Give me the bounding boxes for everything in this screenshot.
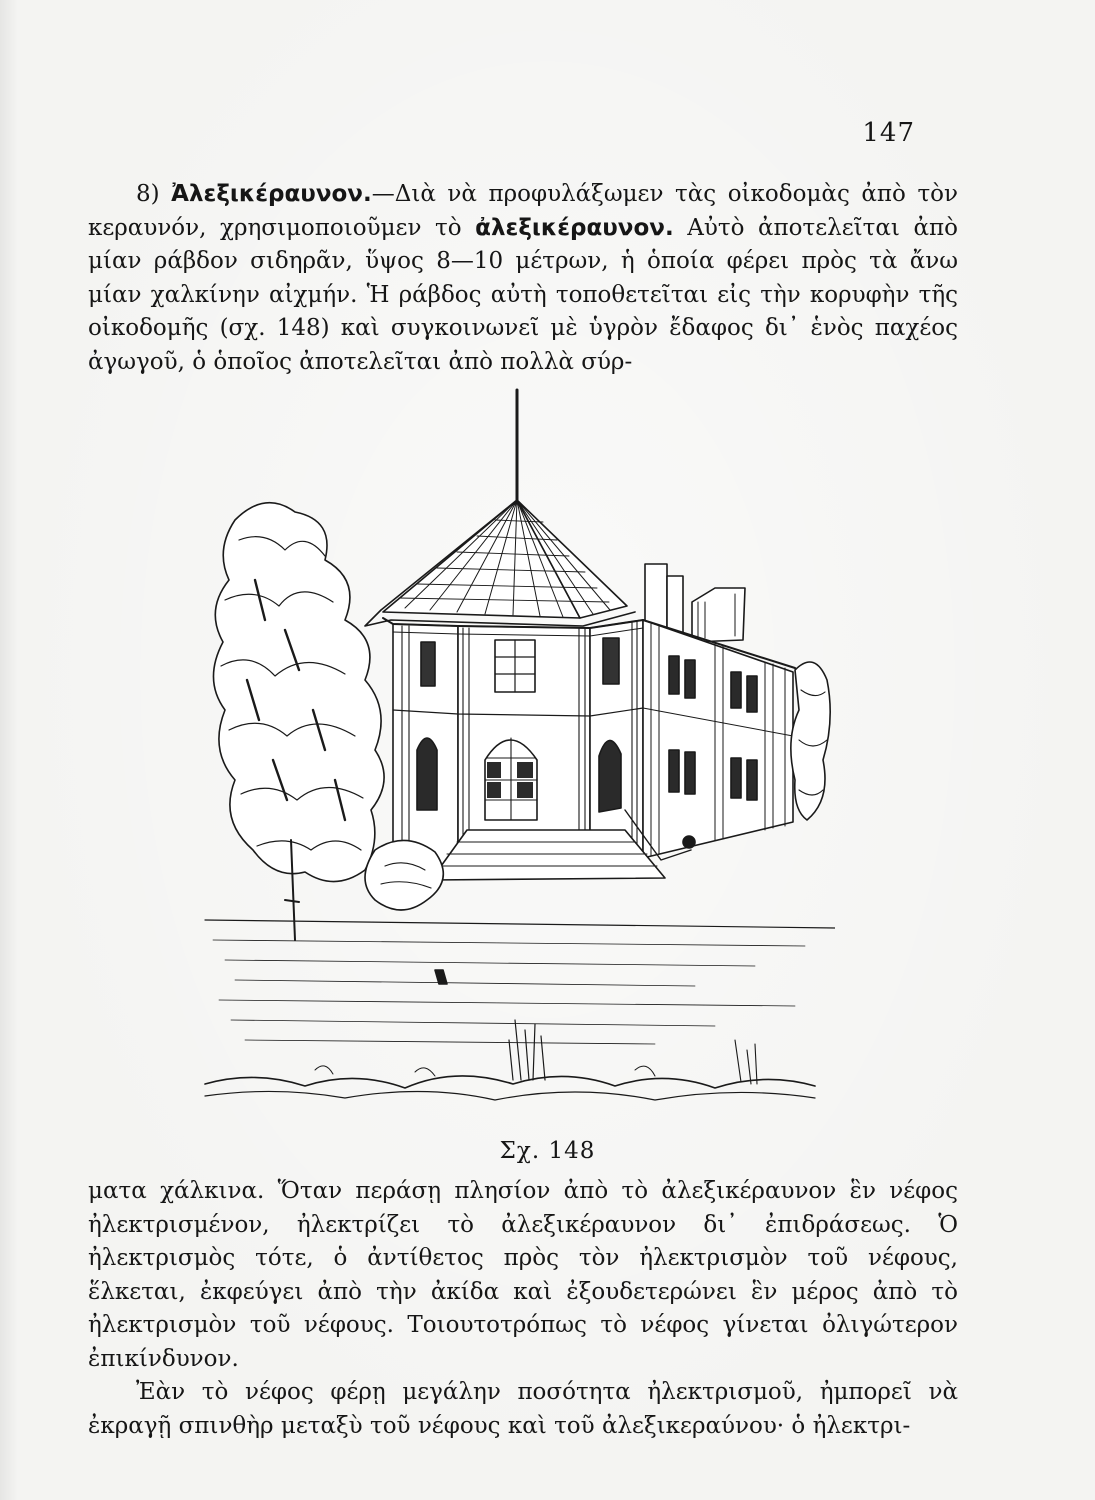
section-term: ἀλεξικέραυνον. xyxy=(475,214,674,241)
section-text-top xyxy=(88,178,958,379)
tree-left xyxy=(213,503,384,882)
section-body: Αὐτὸ ἀποτελεῖται ἀπὸ μίαν ράβδον σιδηρᾶν, ὕψος 8—10 μέτρων, ἡ ὁποία φέρει πρὸς τὰ ἄνω μίαν χαλκίνην αἰχμήν. Ἡ ράβδος αὐτὴ τοποθετεῖται εἰς τὴν κορυφὴν τῆς οἰκοδομῆς (σχ. 148) καὶ συγκοινωνεῖ μὲ ὑγρὸν ἔδαφος δι᾽ ἑνὸς παχέος ἀγωγοῦ, ὁ ὁποῖος ἀποτελεῖται ἀπὸ πολλὰ σύρ- xyxy=(88,214,958,375)
figure-lightning-rod-house xyxy=(195,380,835,1140)
figure-caption: Σχ. 148 xyxy=(499,1138,596,1164)
side-wing xyxy=(643,620,793,858)
continuation-paragraph-1: ματα χάλκινα. Ὅταν περάσῃ πλησίον ἀπὸ τὸ ἀλεξικέραυνον ἓν νέφος ἠλεκτρισμένον, ἠλεκτρίζει τὸ ἀλεξικέραυνον δι᾽ ἐπιδράσεως. Ὁ ἠλεκτρισμὸς τότε, ὁ ἀντίθετος πρὸς τὸν ἠλεκτρισμὸν τοῦ νέφους, ἕλκεται, ἐκφεύγει ἀπὸ τὴν ἀκίδα καὶ ἐξουδετερώνει ἓν μέρος ἀπὸ τὸ ἠλεκτρισμὸν τοῦ νέφους. Τοιουτοτρόπως τὸ νέφος γίνεται ὀλιγώτερον ἐπικίνδυνον. xyxy=(88,1178,958,1372)
section-heading: Ἀλεξικέραυνον. xyxy=(171,181,372,207)
house-illustration xyxy=(195,380,835,1140)
section-intro: —Διὰ νὰ προφυλάξωμεν τὰς οἰκοδομὰς ἀπὸ τὸν κεραυνόν, χρησιμοποιοῦμεν τὸ xyxy=(88,181,958,241)
section-text-bottom xyxy=(88,1175,958,1443)
page-number: 147 xyxy=(862,118,915,148)
continuation-paragraph-2: Ἐὰν τὸ νέφος φέρῃ μεγάλην ποσότητα ἠλεκτρισμοῦ, ἠμπορεῖ νὰ ἐκραγῇ σπινθὴρ μεταξὺ τοῦ νέφους καὶ τοῦ ἀλεξικεραύνου· ὁ ἠλεκτρι- xyxy=(88,1379,958,1439)
section-paragraph xyxy=(88,178,958,379)
foreground-grass xyxy=(205,1076,815,1088)
section-number: 8) xyxy=(136,181,160,207)
water-hatching xyxy=(213,940,805,1044)
